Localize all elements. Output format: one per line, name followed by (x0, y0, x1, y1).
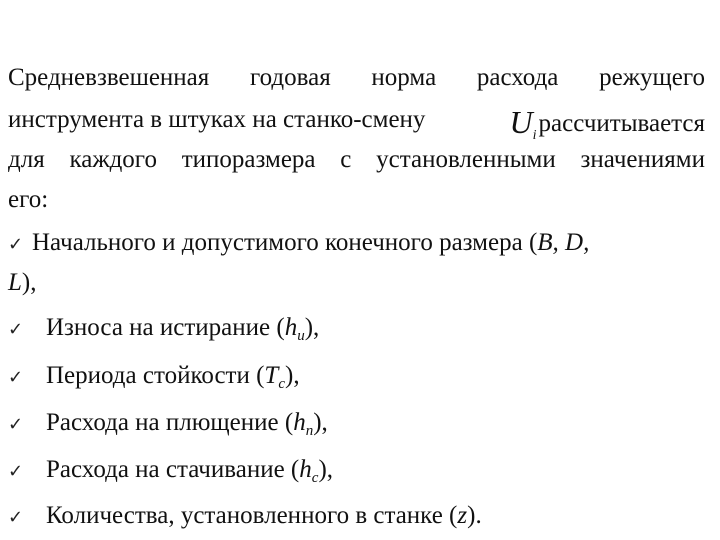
word: годовая (250, 64, 331, 91)
formula-u-i (508, 104, 705, 143)
item-variable: L (8, 269, 22, 296)
checkmark-icon: ✓ (8, 367, 24, 388)
item-subscript: u (297, 328, 305, 344)
list-item-6 (8, 501, 482, 533)
item-text-segment: ), (21, 269, 37, 296)
word: каждого (69, 146, 157, 173)
item-text (46, 408, 328, 438)
formula-symbol: U (509, 104, 533, 140)
item-text (46, 313, 319, 343)
word: с (340, 146, 352, 173)
list-item-5 (8, 455, 334, 487)
item-text-segment: ), (304, 314, 320, 341)
item-subscript: c (311, 470, 319, 486)
list-item-4 (8, 408, 328, 440)
list-item-3 (8, 361, 300, 393)
checkmark-icon: ✓ (8, 507, 24, 528)
word: расхода (476, 64, 559, 91)
word: для (8, 146, 45, 173)
list-item-1 (8, 228, 705, 260)
word: значениями (580, 146, 705, 173)
word: норма (371, 64, 437, 91)
list-item-1-continuation (8, 268, 705, 298)
paragraph-line-3 (8, 145, 705, 175)
paragraph-line-2 (8, 104, 705, 143)
item-variable: h (284, 314, 298, 341)
item-text-segment: Количества, установленного в станке ( (46, 502, 458, 529)
item-text-segment: Расхода на стачивание ( (46, 456, 300, 483)
item-subscript: n (305, 423, 314, 439)
checkmark-icon: ✓ (8, 234, 24, 255)
word: установленными (376, 146, 556, 173)
item-text (46, 455, 333, 485)
word: Средневзвешенная (8, 64, 210, 91)
checkmark-icon: ✓ (8, 319, 24, 340)
item-text-segment: ). (467, 502, 482, 529)
paragraph-line-1 (8, 63, 705, 93)
item-variable: T (264, 362, 279, 389)
item-variable: h (293, 409, 306, 436)
word: типоразмера (181, 146, 316, 173)
item-text (46, 361, 300, 391)
item-variable: h (299, 456, 312, 483)
item-text-segment: Начального и допустимого конечного размера ( (32, 229, 538, 256)
item-text-segment: ), (318, 456, 334, 483)
item-text (32, 228, 589, 258)
formula-subscript: i (532, 128, 537, 143)
checkmark-icon: ✓ (8, 461, 24, 482)
item-text-segment: ), (313, 409, 328, 436)
paragraph-line-4 (8, 185, 705, 215)
text-segment: инструмента в штуках на станко-смену (8, 106, 426, 133)
checkmark-icon: ✓ (8, 414, 24, 435)
word: режущего (599, 64, 705, 91)
item-text-segment: Износа на истирание ( (46, 314, 285, 341)
list-item-2 (8, 313, 320, 345)
item-variable: z (457, 502, 468, 529)
item-subscript: c (278, 376, 285, 392)
text-segment: рассчитывается (538, 110, 705, 137)
text-segment: его: (8, 186, 49, 213)
item-text-segment: Расхода на плющение ( (46, 409, 294, 436)
item-text-segment: ), (285, 362, 300, 389)
item-text (46, 501, 482, 531)
item-variables: B, D, (537, 229, 590, 256)
item-text-segment: Периода стойкости ( (46, 362, 265, 389)
